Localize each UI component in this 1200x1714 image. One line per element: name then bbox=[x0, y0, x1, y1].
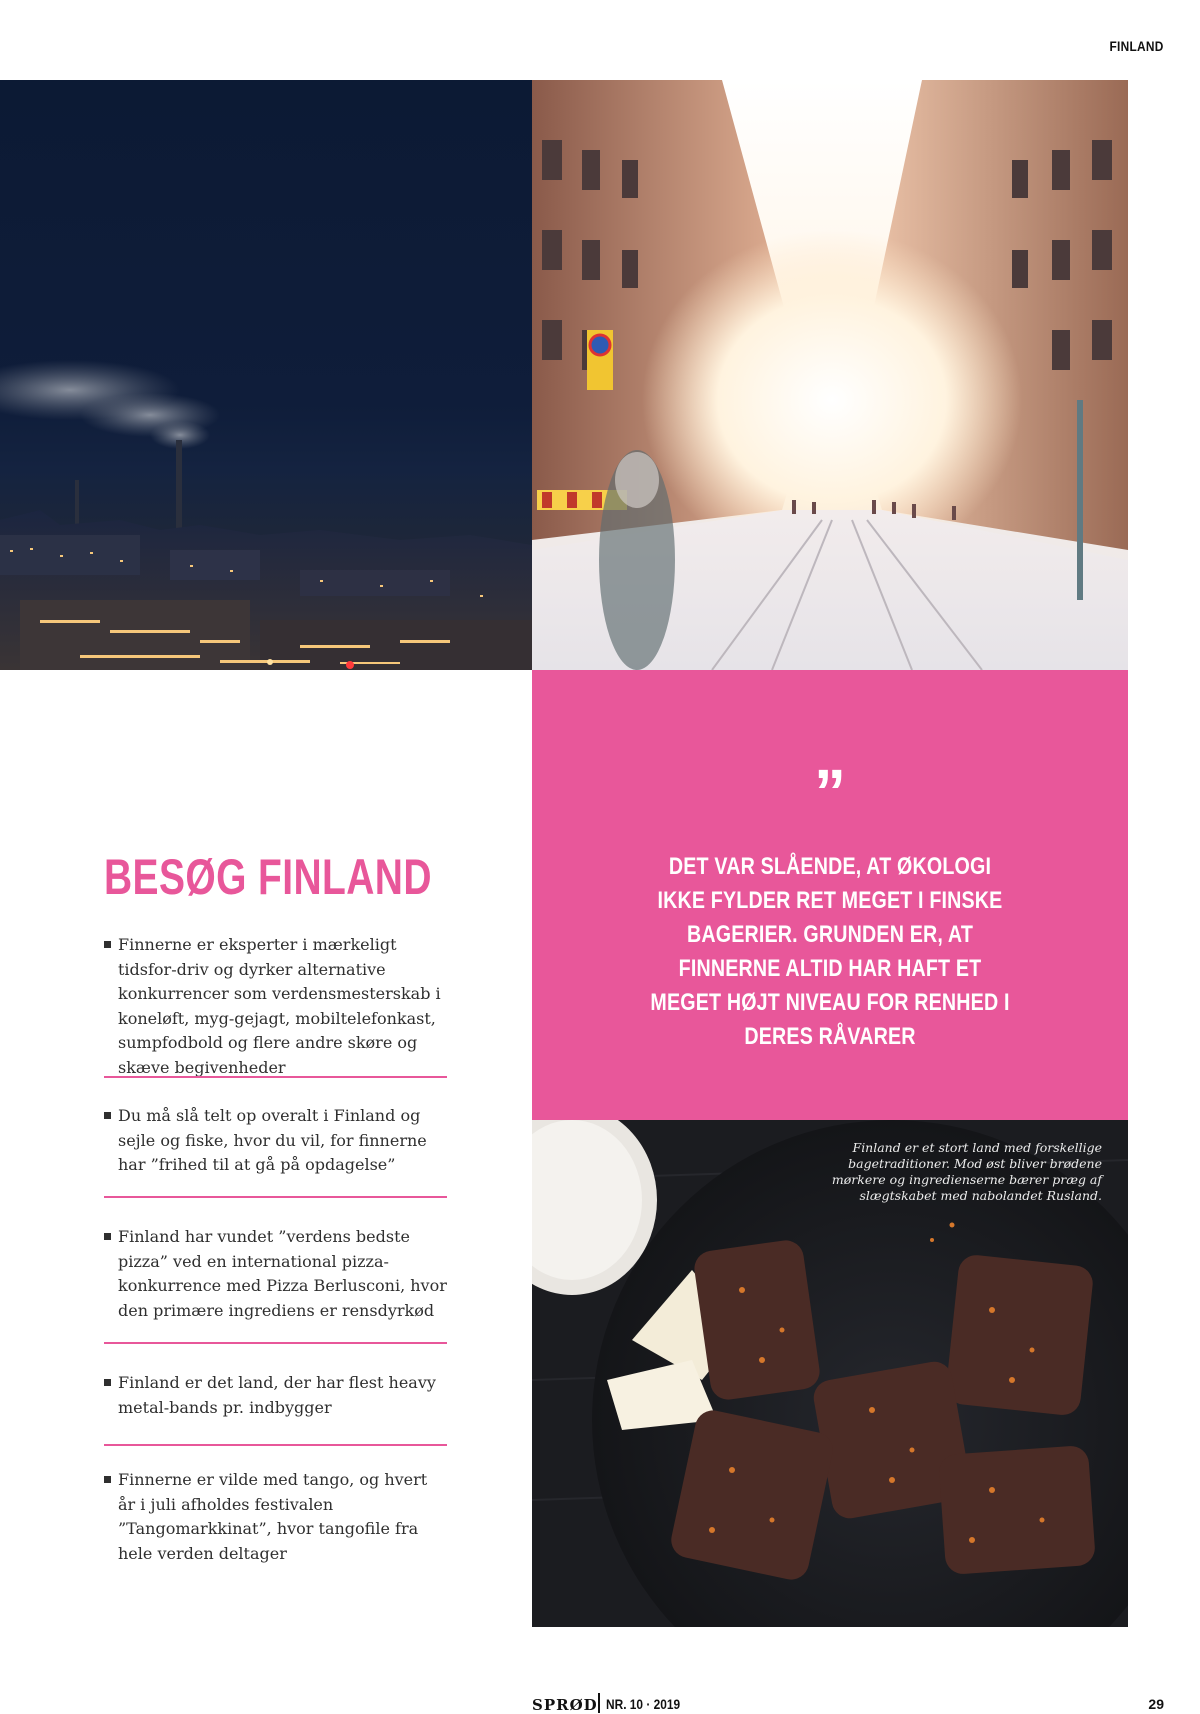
fact-text: Du må slå telt op overalt i Finland og sejle og fiske, hvor du vil, for finnerne har ”frihed til at gå på opdagelse” bbox=[118, 1106, 427, 1174]
fact-item bbox=[104, 1225, 449, 1323]
bullet-icon bbox=[104, 1112, 111, 1119]
article-title: BESØG FINLAND bbox=[104, 849, 432, 905]
divider bbox=[104, 1196, 447, 1198]
footer-separator bbox=[598, 1693, 600, 1713]
bullet-icon bbox=[104, 1476, 111, 1483]
divider bbox=[104, 1444, 447, 1446]
quote-text: DET VAR SLÅENDE, AT ØKOLOGI IKKE FYLDER RET MEGET I FINSKE BAGERIER. GRUNDEN ER, AT FINNERNE ALTID HAR HAFT ET MEGET HØJT NIVEAU FOR RENHED I DERES RÅVARER bbox=[650, 853, 1010, 1050]
quote-mark-icon: ” bbox=[814, 756, 846, 828]
pull-quote bbox=[532, 670, 1128, 1120]
divider bbox=[104, 1076, 447, 1078]
page-number: 29 bbox=[1148, 1696, 1164, 1712]
night-city-photo bbox=[0, 80, 532, 670]
section-label: FINLAND bbox=[1109, 38, 1164, 54]
food-photo bbox=[532, 1120, 1128, 1627]
photo-caption: Finland er et stort land med forskellige bagetraditioner. Mod øst bliver brødene mørkere og ingredienserne bærer præg af slægtskabet med nabolandet Rusland. bbox=[831, 1140, 1102, 1203]
bullet-icon bbox=[104, 941, 111, 948]
night-city-illustration bbox=[0, 80, 532, 670]
street-illustration bbox=[532, 80, 1128, 670]
fact-item bbox=[104, 1468, 449, 1566]
fact-item bbox=[104, 1371, 449, 1420]
issue-number: NR. 10 · 2019 bbox=[606, 1696, 681, 1712]
fact-item bbox=[104, 1104, 449, 1178]
street-photo bbox=[532, 80, 1128, 670]
fact-text: Finland er det land, der har flest heavy metal-bands pr. indbygger bbox=[118, 1373, 436, 1417]
fact-text: Finland har vundet ”verdens bedste pizza” ved en international pizza-konkurrence med Pizza Berlusconi, hvor den primære ingrediens er rensdyrkød bbox=[118, 1227, 447, 1320]
fact-item bbox=[104, 933, 449, 1080]
fact-text: Finnerne er eksperter i mærkeligt tidsfor-driv og dyrker alternative konkurrencer som verdensmesterskab i koneløft, myg-gejagt, mobiltelefonkast, sumpfodbold og flere andre skøre og skæve begivenheder bbox=[118, 935, 441, 1077]
magazine-brand: SPRØD bbox=[532, 1696, 598, 1714]
bullet-icon bbox=[104, 1233, 111, 1240]
fact-text: Finnerne er vilde med tango, og hvert år i juli afholdes festivalen ”Tangomarkkinat”, hvor tangofile fra hele verden deltager bbox=[118, 1470, 428, 1563]
bullet-icon bbox=[104, 1379, 111, 1386]
divider bbox=[104, 1342, 447, 1344]
